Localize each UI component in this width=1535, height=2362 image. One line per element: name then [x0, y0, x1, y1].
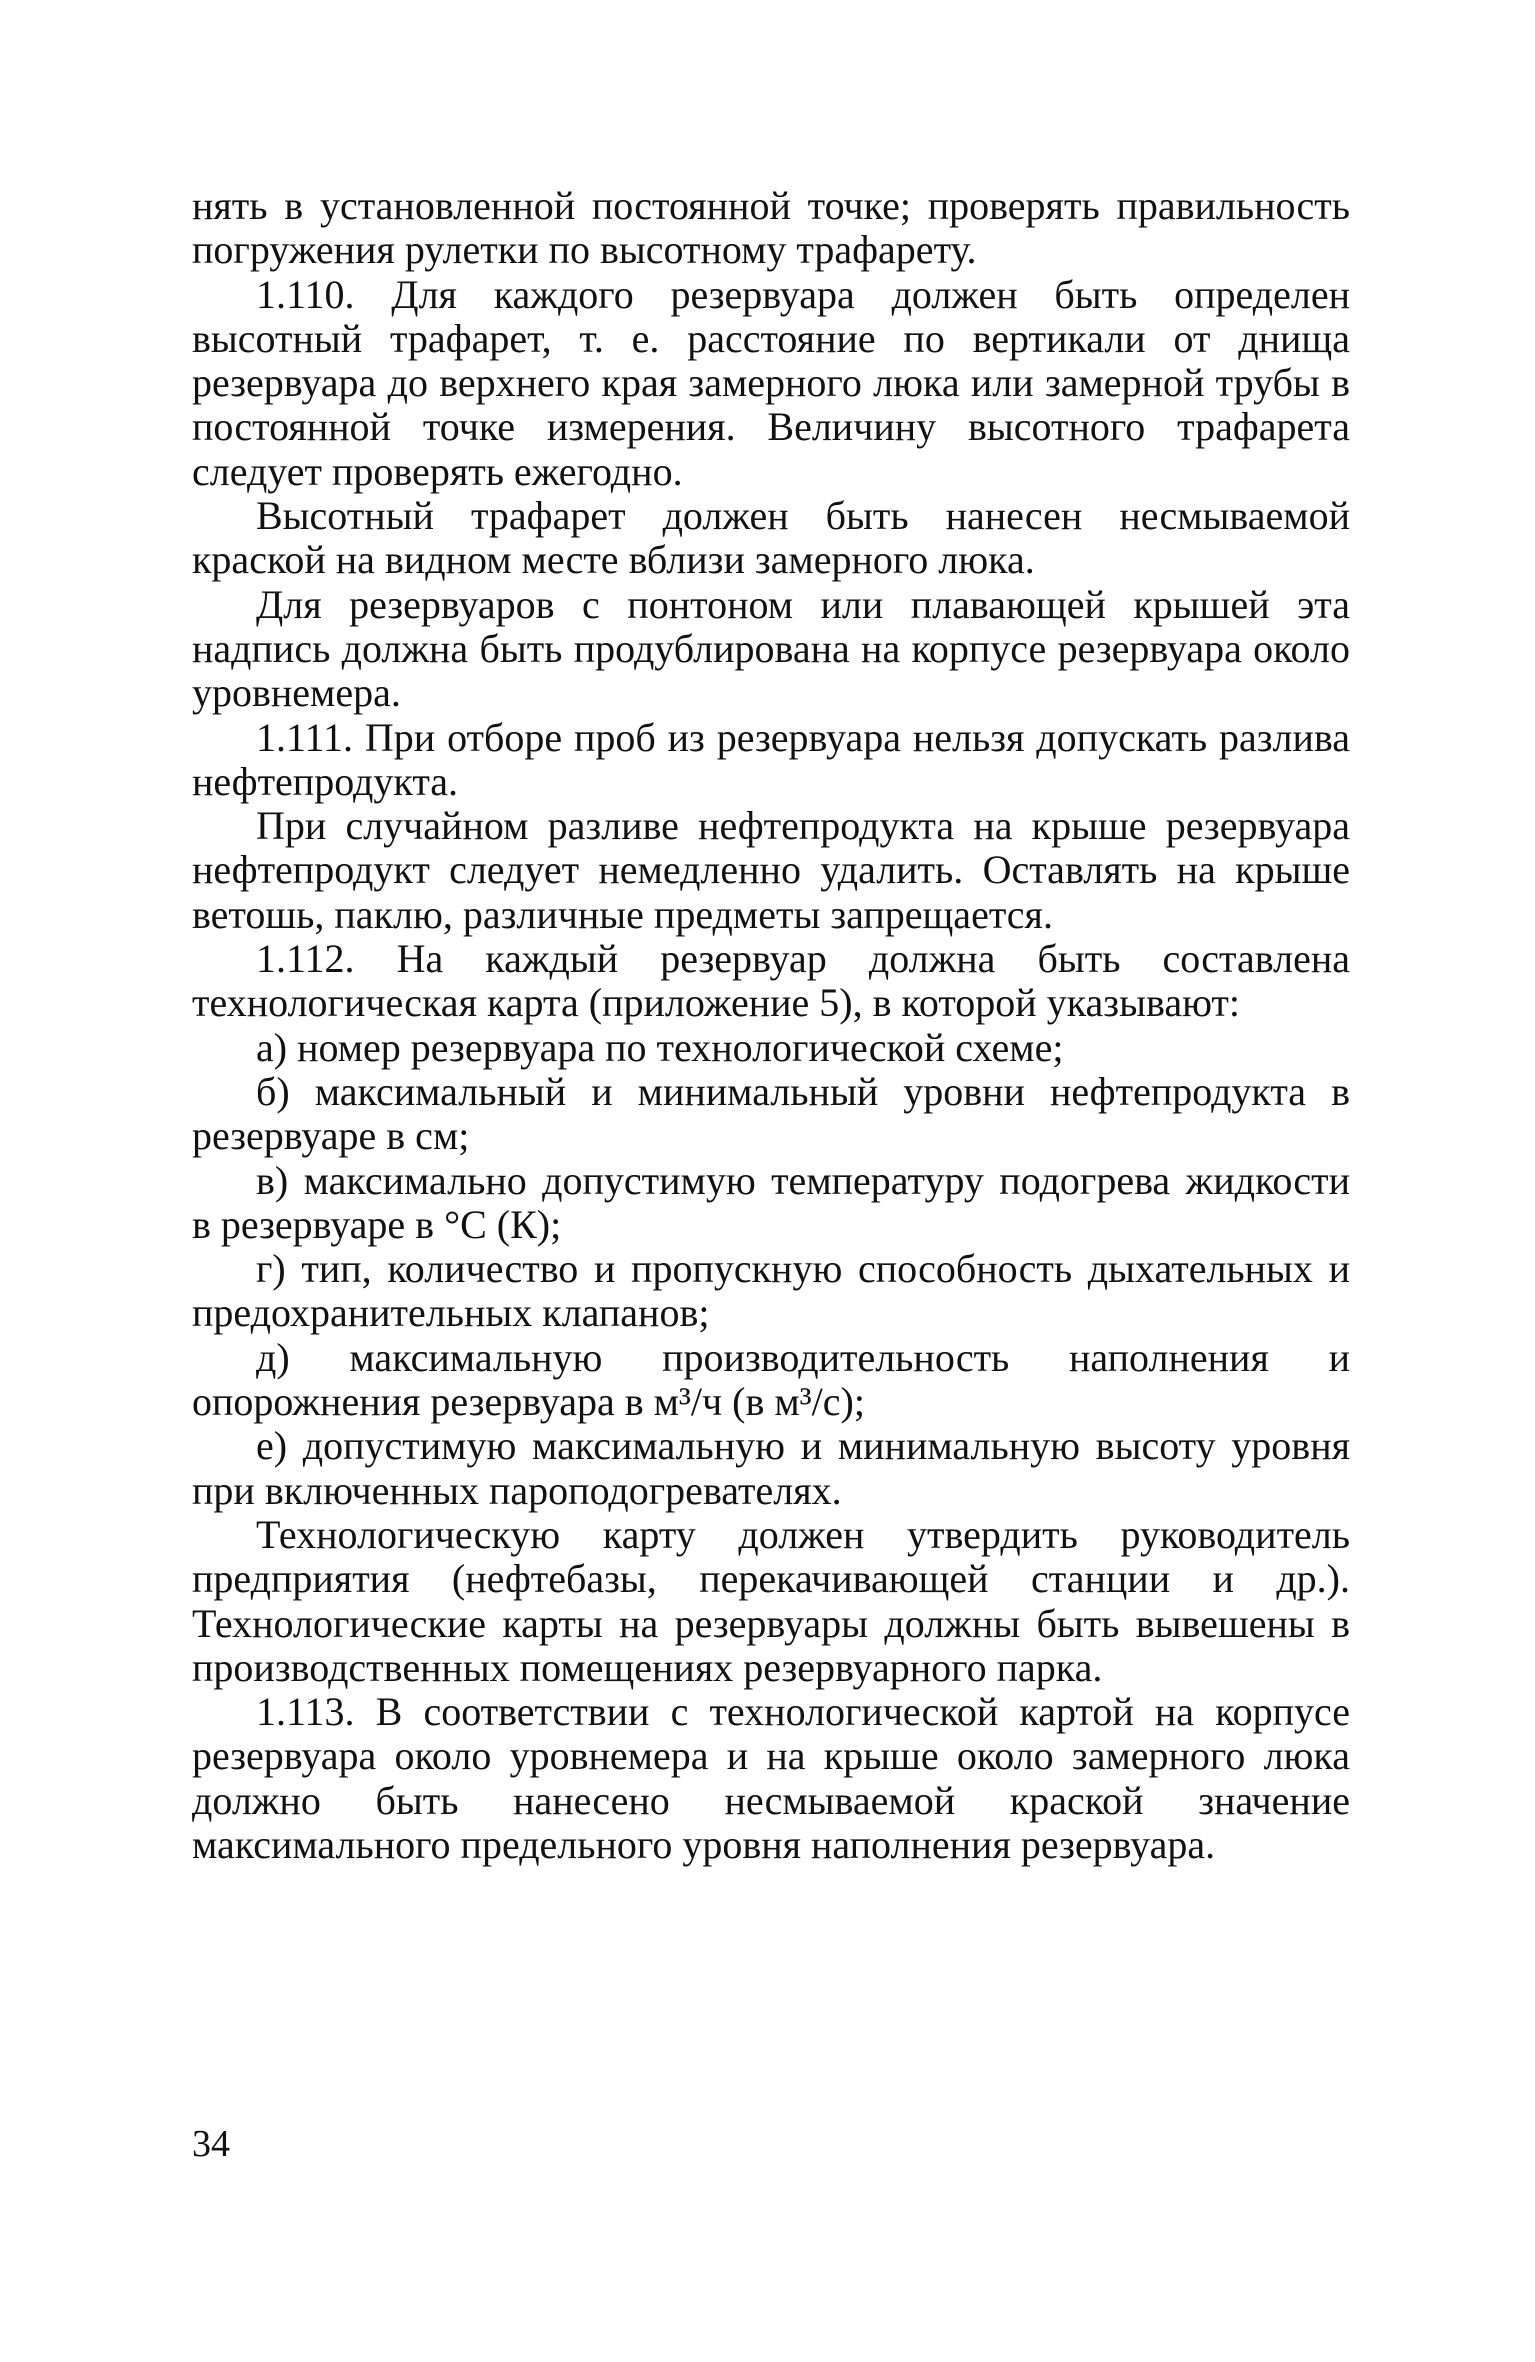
paragraph: Технологическую карту должен утвердить руководитель предприятия (нефтебазы, перекачивающей станции и др.). Технологические карты на резервуары должны быть вывешены в производственных помещениях резервуарного парка. — [192, 1511, 1350, 1690]
paragraph-1-110: 1.110. Для каждого резервуара должен быть определен высотный трафарет, т. е. расстояние по вертикали от днища резервуара до верхнего края замерного люка или замерной трубы в постоянной точке измерения. Величину высотного трафарета следует проверять ежегодно. — [192, 271, 1350, 494]
body-text — [192, 184, 1350, 1867]
paragraph: Высотный трафарет должен быть нанесен несмываемой краской на видном месте вблизи замерного люка. — [192, 493, 1350, 583]
list-item-e: е) допустимую максимальную и минимальную высоту уровня при включенных пароподогревателях. — [192, 1423, 1350, 1513]
paragraph-1-111: 1.111. При отборе проб из резервуара нельзя допускать разлива нефтепродукта. — [192, 714, 1350, 804]
paragraph: нять в установленной постоянной точке; проверять правильность погружения рулетки по высотному трафарету. — [192, 183, 1350, 273]
list-item-d: д) максимальную производительность наполнения и опорожнения резервуара в м³/ч (в м³/с); — [192, 1334, 1350, 1425]
list-item-b: б) максимальный и минимальный уровни нефтепродукта в резервуаре в см; — [192, 1068, 1350, 1159]
list-item-g: г) тип, количество и пропускную способность дыхательных и предохранительных клапанов; — [192, 1246, 1350, 1336]
list-item-v: в) максимально допустимую температуру подогрева жидкости в резервуаре в °С (К); — [192, 1157, 1350, 1247]
paragraph-1-112: 1.112. На каждый резервуар должна быть составлена технологическая карта (приложение 5), в которой указывают: — [192, 936, 1350, 1026]
paragraph: Для резервуаров с понтоном или плавающей крышей эта надпись должна быть продублирована на корпусе резервуара около уровнемера. — [192, 581, 1350, 716]
paragraph: При случайном разливе нефтепродукта на крыше резервуара нефтепродукт следует немедленно удалить. Оставлять на крыше ветошь, паклю, различные предметы запрещается. — [192, 803, 1350, 937]
page-number: 34 — [192, 2123, 230, 2165]
list-item-a: а) номер резервуара по технологической схеме; — [256, 1024, 1064, 1070]
paragraph-1-113: 1.113. В соответствии с технологической картой на корпусе резервуара около уровнемера и на крыше около замерного люка должно быть нанесено несмываемой краской значение максимального предельного уровня наполнения резервуара. — [192, 1689, 1350, 1867]
